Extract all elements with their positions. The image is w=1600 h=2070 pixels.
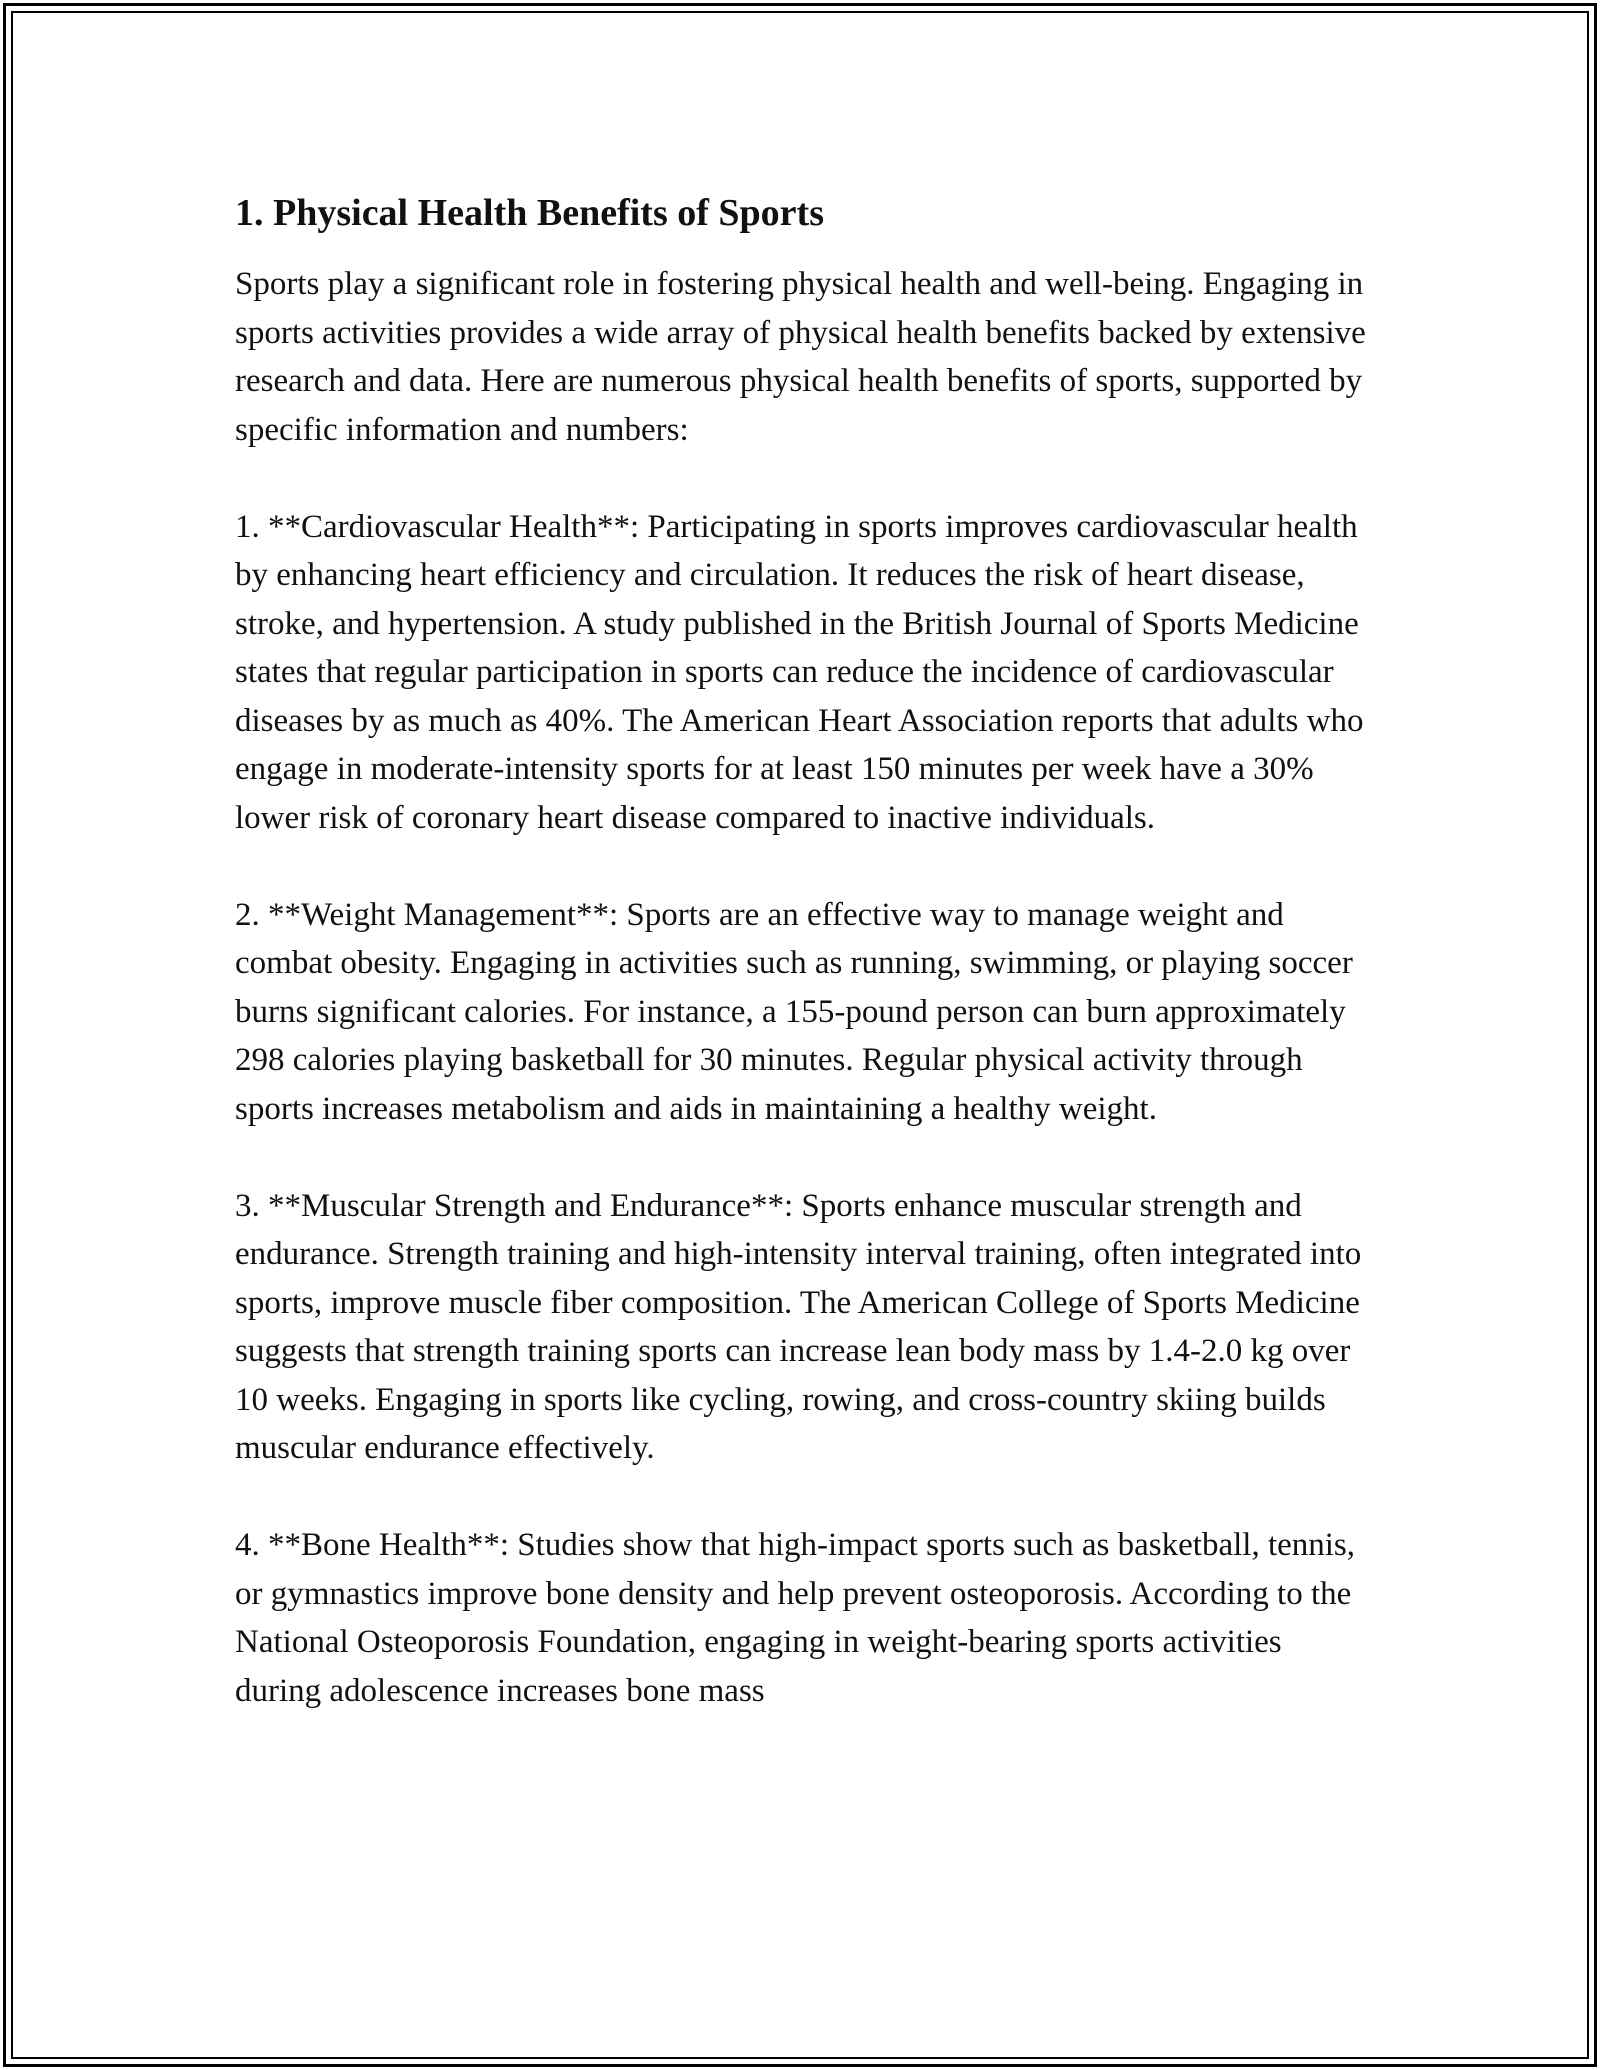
bone-health-paragraph: 4. **Bone Health**: Studies show that high-impact sports such as basketball, tennis, or gymnastics improve bone density and help prevent osteoporosis. According to the National Osteoporosis Foundation, engaging in weight-bearing sports activities during adolescence increases bone mass	[235, 1527, 1356, 1709]
cardiovascular-health-paragraph: 1. **Cardiovascular Health**: Participating in sports improves cardiovascular health by enhancing heart efficiency and circulation. It reduces the risk of heart disease, stroke, and hypertension. A study published in the British Journal of Sports Medicine states that regular participation in sports can reduce the incidence of cardiovascular diseases by as much as 40%. The American Heart Association reports that adults who engage in moderate-intensity sports for at least 150 minutes per week have a 30% lower risk of coronary heart disease compared to inactive individuals.	[235, 508, 1364, 836]
document-page	[235, 188, 1375, 1764]
intro-paragraph: Sports play a significant role in fostering physical health and well-being. Engaging in sports activities provides a wide array of physical health benefits backed by extensive research and data. Here are numerous physical health benefits of sports, supported by specific information and numbers:	[235, 266, 1366, 448]
weight-management-paragraph: 2. **Weight Management**: Sports are an effective way to manage weight and combat obesity. Engaging in activities such as running, swimming, or playing soccer burns significant calories. For instance, a 155-pound person can burn approximately 298 calories playing basketball for 30 minutes. Regular physical activity through sports increases metabolism and aids in maintaining a healthy weight.	[235, 896, 1353, 1127]
muscular-strength-paragraph: 3. **Muscular Strength and Endurance**: Sports enhance muscular strength and endurance. Strength training and high-intensity interval training, often integrated into sports, improve muscle fiber composition. The American College of Sports Medicine suggests that strength training sports can increase lean body mass by 1.4-2.0 kg over 10 weeks. Engaging in sports like cycling, rowing, and cross-country skiing builds muscular endurance effectively.	[235, 1187, 1362, 1466]
section-heading: 1. Physical Health Benefits of Sports	[235, 192, 824, 234]
